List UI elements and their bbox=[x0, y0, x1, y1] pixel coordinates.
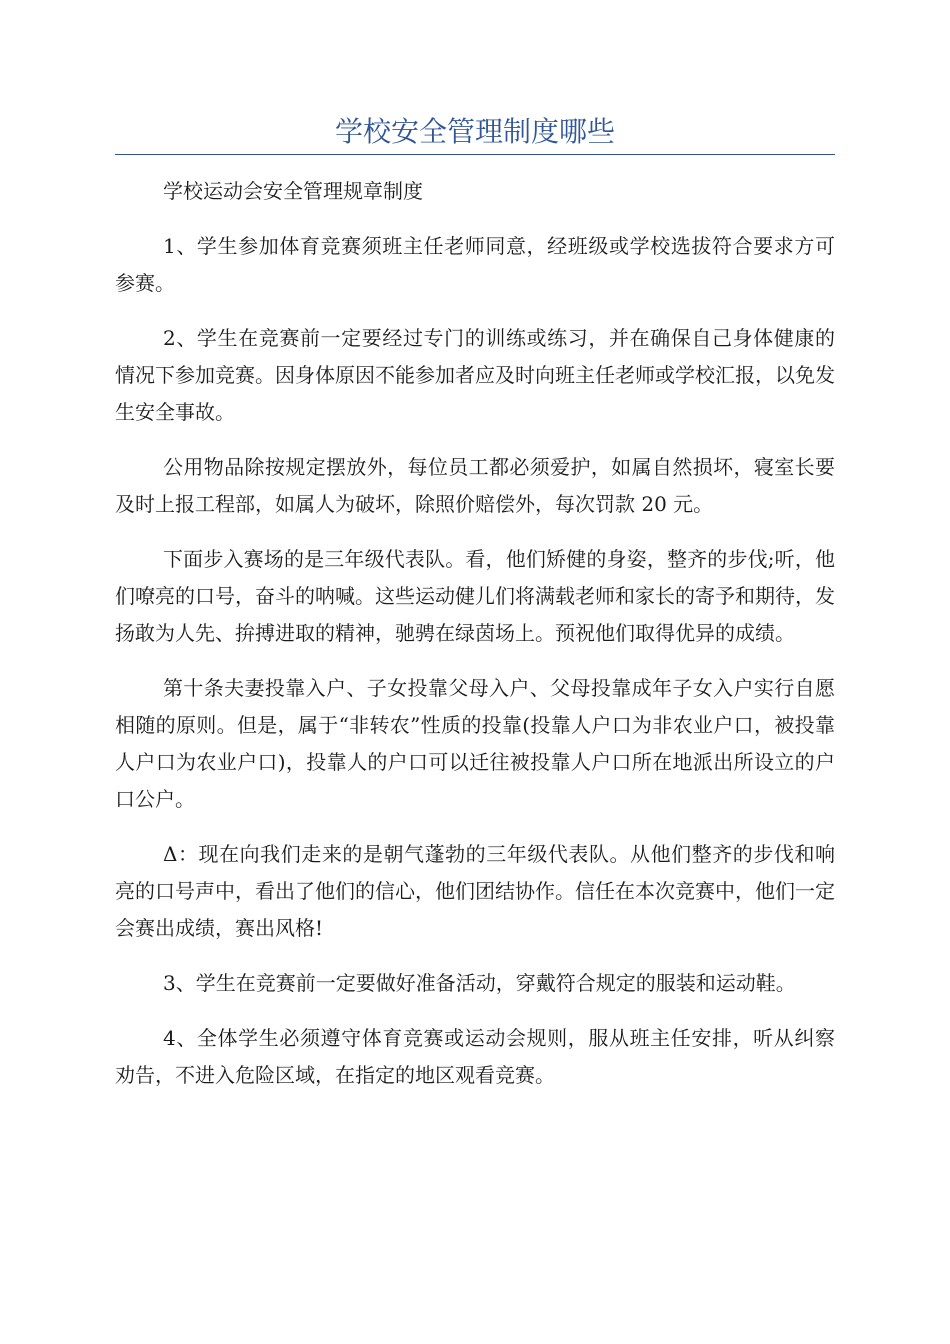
body-paragraph-2: 2、学生在竞赛前一定要经过专门的训练或练习，并在确保自己身体健康的情况下参加竞赛。因身体原因不能参加者应及时向班主任老师或学校汇报，以免发生安全事故。 bbox=[115, 326, 835, 424]
document-body bbox=[115, 173, 835, 1112]
body-paragraph-6: Δ：现在向我们走来的是朝气蓬勃的三年级代表队。从他们整齐的步伐和响亮的口号声中，看出了他们的信心，他们团结协作。信任在本次竞赛中，他们一定会赛出成绩，赛出风格! bbox=[115, 842, 835, 940]
body-paragraph-7: 3、学生在竞赛前一定要做好准备活动，穿戴符合规定的服装和运动鞋。 bbox=[163, 971, 796, 995]
body-paragraph-8: 4、全体学生必须遵守体育竞赛或运动会规则，服从班主任安排，听从纠察劝告，不进入危险区域，在指定的地区观看竞赛。 bbox=[115, 1026, 835, 1087]
body-paragraph-5: 第十条夫妻投靠入户、子女投靠父母入户、父母投靠成年子女入户实行自愿相随的原则。但是，属于“非转农”性质的投靠(投靠人户口为非农业户口，被投靠人户口为农业户口)，投靠人的户口可以迁往被投靠人户口所在地派出所设立的户口公户。 bbox=[115, 676, 835, 811]
section-heading-paragraph: 学校运动会安全管理规章制度 bbox=[163, 179, 423, 203]
title-underline-rule bbox=[115, 154, 835, 155]
body-paragraph-3: 公用物品除按规定摆放外，每位员工都必须爱护，如属自然损坏，寝室长要及时上报工程部，如属人为破坏，除照价赔偿外，每次罚款 20 元。 bbox=[115, 455, 835, 516]
body-paragraph-1: 1、学生参加体育竞赛须班主任老师同意，经班级或学校选拔符合要求方可参赛。 bbox=[115, 234, 835, 295]
document-title: 学校安全管理制度哪些 bbox=[334, 115, 615, 148]
body-paragraph-4: 下面步入赛场的是三年级代表队。看，他们矫健的身姿，整齐的步伐;听，他们嘹亮的口号，奋斗的呐喊。这些运动健儿们将满载老师和家长的寄予和期待，发扬敢为人先、拚搏进取的精神，驰骋在绿茵场上。预祝他们取得优异的成绩。 bbox=[115, 547, 835, 645]
